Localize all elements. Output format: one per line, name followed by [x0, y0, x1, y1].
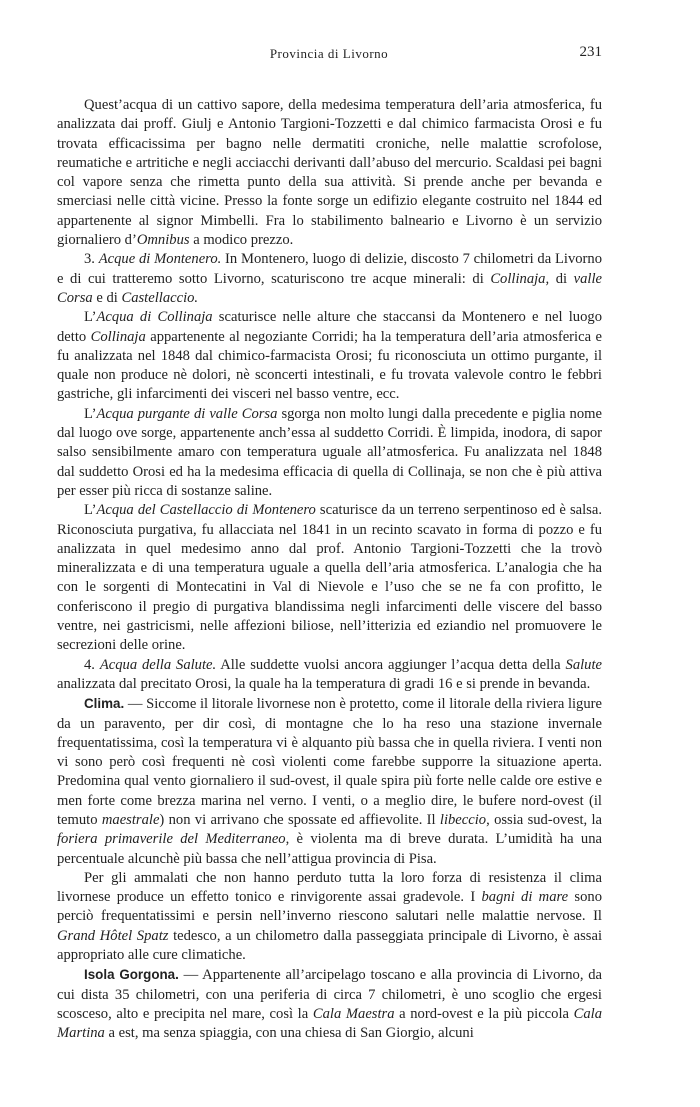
- italic-text: Acqua del Castellaccio di Montenero: [96, 502, 316, 519]
- italic-text: Grand Hôtel Spatz: [57, 927, 169, 944]
- text-run: sono perciò frequentatissimi e persin nell’inverno riescono salutari nelle malattie nervose. Il: [57, 889, 603, 925]
- text-run: — Appartenente all’arcipelago toscano e alla provincia di Livorno, da cui dista 35 chilometri, con una periferia di circa 7 chilometri, è uno scoglio che ergesi scosceso, alto e precipita nel mare, così la: [57, 967, 602, 1022]
- italic-text: Cala Maestra: [312, 1005, 395, 1022]
- italic-text: valle Corsa: [57, 270, 602, 306]
- text-run: appartenente al negoziante Corridi; ha la temperatura dell’aria atmosferica e fu analizzata nel 1848 dal chimico-farmacista Orosi; fu riconosciuta un ottimo purgante, il quale non produce nè dolori, nè sconcerti intestinali, e fu trovata valevole contro le febbri gastriche, gli infarcimenti dei visceri nel basso ventre, ecc.: [57, 328, 602, 403]
- text-run: — Siccome il litorale livornese non è protetto, come il litorale della riviera ligure da un paravento, per dir così, di montagne che lo ha reso una stazione invernale frequentatissima, così la temperatura vi è alquanto più bassa che in quella riviera. I venti non vi sono però così frequenti nè così violenti come farebbe supporre la situazione aperta. Predomina qual vento giornaliero il sud-ovest, il quale spira più forte nelle calde ore estive e men forte come brezza marina nel verno. I venti, o a meglio dire, le bufere nord-ovest (il temuto: [57, 696, 602, 828]
- text-run: ) non vi arrivano che spossate ed affievolite. Il: [159, 811, 440, 828]
- body-text: [57, 96, 602, 1044]
- italic-text: Omnibus: [136, 232, 190, 249]
- paragraph: [57, 869, 602, 965]
- section-heading: Isola Gorgona.: [84, 967, 179, 983]
- paragraph: [57, 96, 602, 250]
- italic-text: bagni di mare: [481, 889, 569, 906]
- italic-text: Acqua purgante di valle Corsa: [96, 405, 278, 422]
- italic-text: Salute: [565, 656, 603, 673]
- paragraph: [57, 965, 602, 1043]
- italic-text: Cala Martina: [57, 1005, 603, 1042]
- text-run: In Montenero, luogo di delizie, discosto 7 chilometri da Livorno e di cui tratteremo sotto Livorno, scaturiscono tre acque minerali: di: [57, 251, 602, 287]
- text-run: sgorga non molto lungi dalla precedente e piglia nome dal luogo ove sorge, appartenente anch’essa al suddetto Corridi. È limpida, inodora, di sapor salso sensibilmente amaro con temperatura uguale all’atmosferica. Fu analizzata nel 1848 dal suddetto Orosi ed ha la medesima efficacia di quella di Collinaja, se non che è più attiva per esser più ricca di sostanze saline.: [57, 405, 602, 499]
- italic-text: Acqua di Collinaja: [96, 309, 213, 326]
- paragraph: [57, 656, 602, 695]
- text-run: a nord-ovest e la più piccola: [394, 1005, 574, 1022]
- text-run: analizzata dal precitato Orosi, la quale ha la temperatura di gradi 16 e si prende in bevanda.: [57, 675, 591, 692]
- italic-text: libeccio: [439, 811, 487, 828]
- italic-text: Collinaja: [90, 328, 146, 345]
- paragraph: [57, 405, 602, 501]
- italic-text: Acque di Montenero.: [98, 251, 222, 268]
- section-heading: Clima.: [84, 696, 125, 712]
- paragraph: [57, 250, 602, 308]
- text-run: 4.: [84, 656, 100, 673]
- text-run: 3.: [84, 251, 99, 268]
- italic-text: Castellaccio.: [121, 289, 199, 306]
- text-run: tedesco, a un chilometro dalla passeggiata principale di Livorno, è assai appropriato alle cure climatiche.: [57, 927, 603, 964]
- italic-text: foriera primaverile del Mediterraneo: [57, 831, 286, 848]
- text-run: , è violenta ma di breve durata. L’umidità ha una percentuale alcunchè più bassa che nell’attigua provincia di Pisa.: [57, 831, 602, 867]
- running-title: Provincia di Livorno: [269, 46, 389, 61]
- text-run: Alle suddette vuolsi ancora aggiunger l’acqua detta della: [216, 656, 566, 673]
- text-run: a est, ma senza spiaggia, con una chiesa di San Giorgio, alcuni: [104, 1025, 474, 1042]
- text-run: L’: [84, 405, 97, 422]
- text-run: scaturisce nelle alture che staccansi da Montenero e nel luogo detto: [57, 309, 602, 345]
- text-run: e di: [92, 289, 122, 306]
- text-run: Per gli ammalati che non hanno perduto tutta la loro forza di resistenza il clima livornese produce un effetto tonico e rinvigorente assai gradevole. I: [57, 869, 602, 906]
- italic-text: Collinaja,: [490, 270, 550, 287]
- text-run: L’: [84, 309, 97, 326]
- running-header: [56, 46, 602, 66]
- italic-text: maestrale: [101, 811, 160, 828]
- text-run: , ossia sud-ovest, la: [486, 811, 603, 828]
- text-run: Quest’acqua di un cattivo sapore, della medesima temperatura dell’aria atmosferica, fu analizzata dai proff. Giulj e Antonio Targioni-Tozzetti e dal chimico farmacista Orosi e fu trovata efficacissima per bagno nelle dermatiti croniche, nelle malattie scrofolose, reumatiche e artritiche e negli acciacchi derivanti dall’abuso del mercurio. Scaldasi pei bagni col vapore senza che rimetta punto della sua attività. Si prende anche per bevanda e smerciasi nelle città vicine. Presso la fonte sorge un edifizio elegante costruito nel 1844 ed appartenente al signor Mimbelli. Fra lo stabilimento balneario e Livorno è un servizio giornaliero d’: [57, 97, 602, 249]
- page-number: 231: [579, 44, 602, 60]
- text-run: L’: [84, 502, 97, 519]
- italic-text: Acqua della Salute.: [99, 656, 217, 673]
- paragraph: [57, 501, 602, 655]
- paragraph: [57, 694, 602, 869]
- text-run: a modico prezzo.: [189, 232, 294, 249]
- paragraph: [57, 308, 602, 404]
- text-run: di: [549, 270, 574, 287]
- text-run: scaturisce da un terreno serpentinoso ed è salsa. Riconosciuta purgativa, fu allacciata nel 1841 in un recinto scavato in forma di pozzo e fu analizzata in quel medesimo anno dal prof. Antonio Targioni-Tozzetti che la trovò mineralizzata e di una temperatura uguale a quella dell’aria atmosferica. L’analogia che ha con le sorgenti di Montecatini in Val di Nievole e l’uso che se ne fa con profitto, le conferiscono il pregio di purgativa blandissima negli infarcimenti delle viscere del basso ventre, nei gastricismi, nelle affezioni biliose, nell’itterizia ed eziandio nel promuovere le secrezioni delle orine.: [57, 502, 602, 654]
